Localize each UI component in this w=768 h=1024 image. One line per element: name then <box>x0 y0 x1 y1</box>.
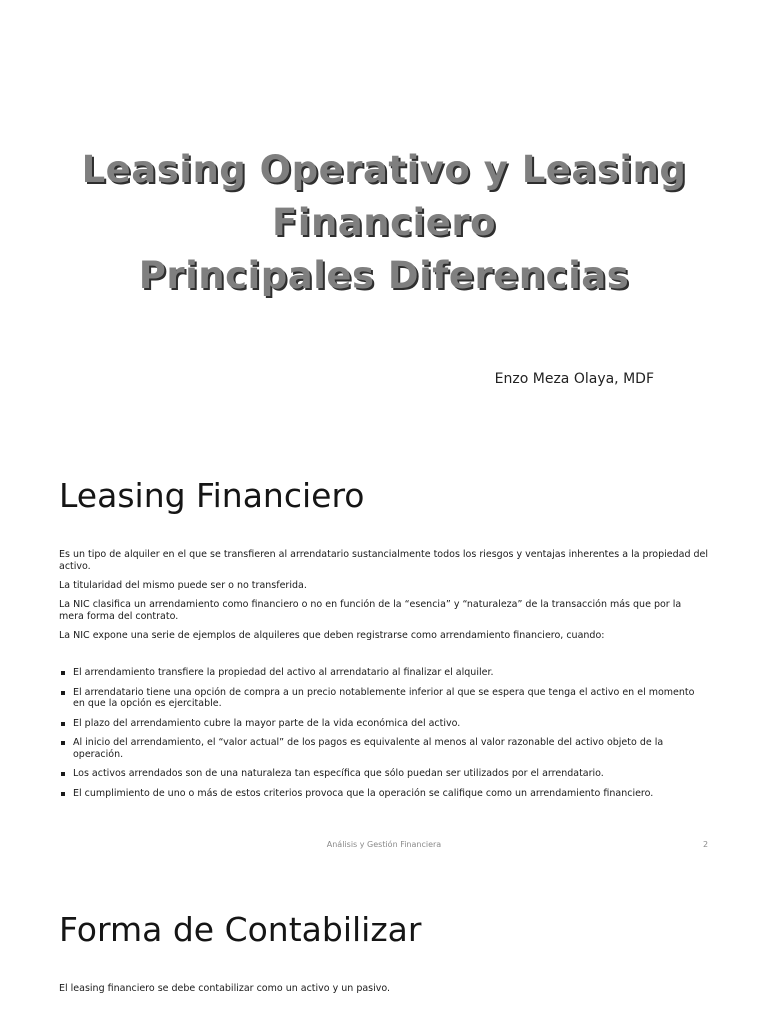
title-line-2: Financiero <box>272 201 496 244</box>
list-item <box>59 718 709 730</box>
paragraph: La NIC expone una serie de ejemplos de alquileres que deben registrarse como arrendamiento financiero, cuando: <box>59 630 605 641</box>
presentation-title <box>0 143 768 302</box>
title-line-1: Leasing Operativo y Leasing <box>81 148 687 191</box>
bullet-icon <box>61 691 65 695</box>
paragraph: Es un tipo de alquiler en el que se transfieren al arrendatario sustancialmente todos los riesgos y ventajas inherentes a la propiedad del activo. <box>59 549 709 572</box>
paragraph: La titularidad del mismo puede ser o no transferida. <box>59 580 307 591</box>
page-number: 2 <box>703 840 709 849</box>
title-line-3: Principales Diferencias <box>138 254 630 297</box>
title-slide <box>0 0 768 440</box>
author-name: Enzo Meza Olaya, MDF <box>494 371 654 387</box>
list-item <box>59 768 709 780</box>
slide-heading: Leasing Financiero <box>59 476 365 515</box>
list-item-text: El arrendamiento transfiere la propiedad del activo al arrendatario al finalizar el alquiler. <box>73 667 494 678</box>
slide-heading: Forma de Contabilizar <box>59 910 422 949</box>
list-item-text: El cumplimiento de uno o más de estos criterios provoca que la operación se califique como un arrendamiento financiero. <box>73 787 654 799</box>
list-item <box>59 687 709 710</box>
paragraph: La NIC clasifica un arrendamiento como financiero o no en función de la “esencia” y “naturaleza” de la transacción más que por la mera forma del contrato. <box>59 599 682 622</box>
list-item-text: Los activos arrendados son de una naturaleza tan específica que sólo puedan ser utilizados por el arrendatario. <box>73 768 604 779</box>
slide-footer: Análisis y Gestión Financiera <box>326 840 442 849</box>
bullet-icon <box>61 772 65 776</box>
list-item <box>59 788 709 800</box>
list-item <box>59 667 709 679</box>
list-item-text: El arrendatario tiene una opción de compra a un precio notablemente inferior al que se espera que tenga el activo en el momento en que la opción es ejercitable. <box>73 686 695 709</box>
bullet-icon <box>61 671 65 675</box>
bullet-icon <box>61 722 65 726</box>
bullet-icon <box>61 792 65 796</box>
criteria-list <box>59 667 709 807</box>
list-item <box>59 737 709 760</box>
list-item-text: Al inicio del arrendamiento, el “valor actual” de los pagos es equivalente al menos al valor razonable del activo objeto de la operación. <box>73 737 664 760</box>
bullet-icon <box>61 741 65 745</box>
list-item-text: El plazo del arrendamiento cubre la mayor parte de la vida económica del activo. <box>73 717 461 729</box>
paragraph: El leasing financiero se debe contabilizar como un activo y un pasivo. <box>59 983 391 994</box>
